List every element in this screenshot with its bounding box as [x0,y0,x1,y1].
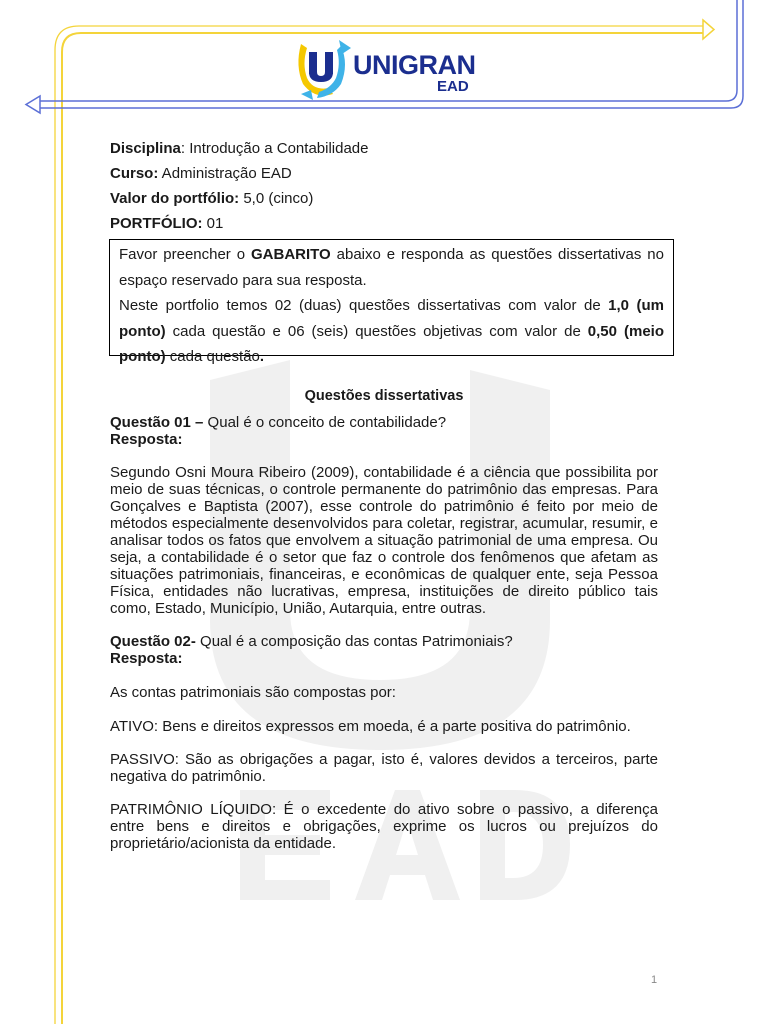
portfolio-line [110,211,369,236]
portfolio-value-label: Valor do portfólio: [110,190,240,207]
question-2-label: Questão 02- [110,633,196,650]
discipline-label: Disciplina [110,140,181,157]
portfolio-number: 01 [202,215,224,232]
question-2-answer-label: Resposta: [110,650,183,667]
instructions-text: cada questão [165,348,260,365]
logo-ead-text: EAD [437,78,469,95]
portfolio-value-line [110,186,369,211]
gabarito-emphasis: GABARITO [250,246,331,263]
question-1-text: Qual é o conceito de contabilidade? [203,414,447,431]
instructions-text: Neste portfolio temos 02 (duas) questões dissertativas com valor de [119,297,609,314]
question-2-text: Qual é a composição das contas Patrimoniais? [195,633,513,650]
points-emphasis: 0,50 (meio ponto) [119,322,664,365]
logo-brand-text: UNIGRAN [353,50,476,80]
instructions-paragraph-1 [119,242,664,293]
question-1-answer: Segundo Osni Moura Ribeiro (2009), contabilidade é a ciência que possibilita por meio de suas técnicas, o controle permanente do patrimônio das empresas. Para Gonçalves e Baptista (2007), esse controle do patrimônio é feito por meio de métodos especialmente desenvolvidos para coletar, registrar, acumular, resumir, e analisar todos os fatos que envolvem a situação patrimonial de uma empresa. Ou seja, a contabilidade é o setor que faz o controle dos fenômenos que afetam as situações patrimoniais, financeiras, e econômicas de qualquer ente, seja Pessoa Física, entidades não lucrativas, empresa, instituições de direito público tais como, Estado, Município, União, Autarquia, entre outras. [110,464,658,617]
section-title: Questões dissertativas [304,388,464,404]
discipline-line [110,136,369,161]
question-2-header [110,633,658,667]
course-line [110,161,369,186]
page-number: 1 [651,974,658,986]
course-value: Administração EAD [158,165,292,182]
instructions-text: Favor preencher o [119,246,251,263]
discipline-value: : Introdução a Contabilidade [180,140,369,157]
question-2-intro: As contas patrimoniais são compostas por: [110,684,396,701]
patrimonio-liquido-definition: PATRIMÔNIO LÍQUIDO: É o excedente do ativo sobre o passivo, a diferença entre bens e direitos e obrigações, exprime os lucros ou prejuízos do proprietário/acionista da entidade. [110,801,658,852]
question-1-answer-label: Resposta: [110,431,183,448]
portfolio-value-value: 5,0 (cinco) [239,190,314,207]
course-label: Curso: [110,165,159,182]
instructions-text: abaixo e responda as questões dissertativas no espaço reservado para sua resposta. [119,246,664,289]
instructions-box [109,239,674,365]
instructions-text: cada questão e 06 (seis) questões objetivas com valor de [165,322,588,340]
course-info [110,136,369,236]
points-emphasis: 1,0 (um ponto) [119,297,664,340]
portfolio-label: PORTFÓLIO: [110,215,203,232]
instructions-paragraph-2 [119,293,664,370]
question-1-label: Questão 01 – [110,414,204,431]
ativo-definition: ATIVO: Bens e direitos expressos em moeda, é a parte positiva do patrimônio. [110,718,631,735]
passivo-definition: PASSIVO: São as obrigações a pagar, isto é, valores devidos a terceiros, parte negativa do patrimônio. [110,751,658,785]
question-1-header [110,414,658,448]
period: . [259,348,265,365]
